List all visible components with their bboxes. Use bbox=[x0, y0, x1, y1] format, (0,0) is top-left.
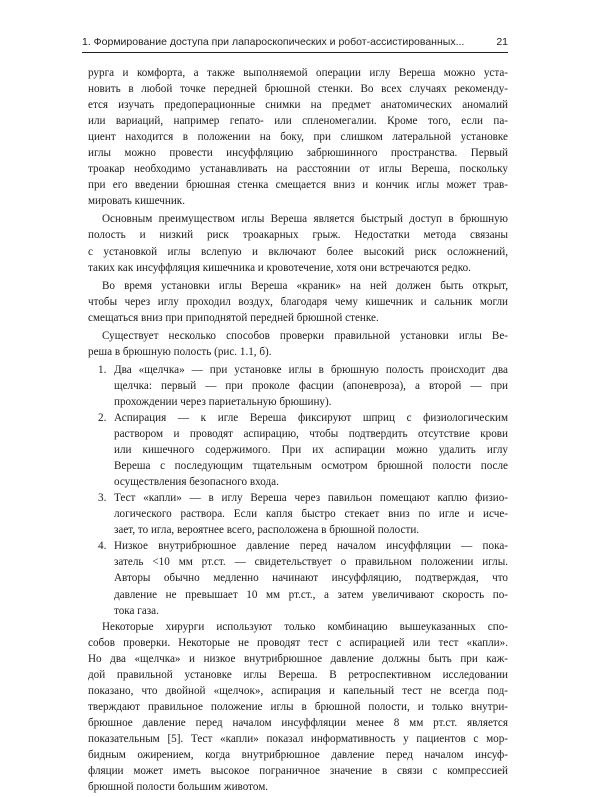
numbered-list bbox=[88, 362, 508, 619]
chapter-title: 1. Формирование доступа при лапароскопических и робот-ассистированных... bbox=[82, 36, 465, 48]
text-line: дой правильной установке иглы Вереша. В ретроспективном исследовании bbox=[88, 668, 508, 681]
text-line: показательным [5]. Тест «капли» показал информативность у пациентов с мор- bbox=[88, 732, 508, 745]
paragraph bbox=[88, 328, 508, 360]
text-line: Основным преимуществом иглы Вереша является быстрый доступ в брюшную bbox=[102, 213, 508, 226]
list-marker: 1. bbox=[98, 363, 107, 376]
text-line: циент находится в положении на боку, при слишком латеральной установке bbox=[88, 131, 508, 144]
text-line: давление не превышает 10 мм рт.ст., а затем увеличивают скорость по- bbox=[114, 588, 508, 601]
text-line: ется изучать предоперационные снимки на предмет анатомических аномалий bbox=[88, 99, 508, 112]
text-line: Некоторые хирурги используют только комбинацию вышеуказанных спо- bbox=[102, 620, 508, 633]
text-line: логического раствора. Если капля быстро стекает вниз по игле и исче- bbox=[114, 508, 508, 521]
text-line: чтобы через иглу проходил воздух, благодаря чему кишечник и сальник могли bbox=[88, 295, 508, 308]
text-line: новить в любой точке передней брюшной стенки. Во всех случаях рекоменду- bbox=[88, 83, 508, 96]
text-line: показано, что двойной «щелчок», аспирация и капельный тест не всегда под- bbox=[88, 684, 508, 697]
text-line: Авторы обычно медленно начинают инсуффляцию, подтверждая, что bbox=[114, 572, 508, 585]
list-item bbox=[88, 490, 508, 538]
text-line: Вереша с последующим тщательным осмотром брюшной полости после bbox=[114, 460, 508, 473]
text-line: мировать кишечник. bbox=[88, 195, 186, 208]
text-line: Низкое внутрибрюшное давление перед началом инсуффляции — пока- bbox=[114, 540, 508, 553]
text-line: при его введении брюшная стенка смещается вниз и кончик иглы может трав- bbox=[88, 179, 508, 192]
list-marker: 4. bbox=[98, 540, 107, 553]
page-number: 21 bbox=[496, 36, 508, 48]
text-line: Два «щелчка» — при установке иглы в брюшную полость происходит два bbox=[114, 363, 508, 376]
text-line: прохождении через париетальную брюшину). bbox=[114, 395, 332, 408]
text-line: смещаться вниз при приподнятой передней брюшной стенке. bbox=[88, 311, 379, 324]
text-line: бидным ожирением, когда внутрибрюшное давление перед началом инсуф- bbox=[88, 748, 508, 761]
paragraph bbox=[88, 65, 508, 209]
text-line: осуществления безопасного входа. bbox=[114, 476, 279, 489]
text-line: щелчка: первый — при проколе фасции (апоневроза), а второй — при bbox=[114, 379, 508, 392]
text-line: рурга и комфорта, а также выполняемой операции иглу Вереша можно уста- bbox=[88, 67, 508, 79]
text-line: таких как инсуффляция кишечника и кровотечение, хотя они встречаются редко. bbox=[88, 261, 471, 274]
text-line: или кишечного содержимого. При их аспирации можно удалить иглу bbox=[114, 444, 508, 457]
text-line: Во время установки иглы Вереша «краник» на ней должен быть открыт, bbox=[102, 279, 508, 292]
paragraph bbox=[88, 278, 508, 326]
text-line: с установкой иглы вслепую и включают более высокий риск осложнений, bbox=[88, 245, 508, 258]
paragraph bbox=[88, 619, 508, 796]
text-line: Существует несколько способов проверки правильной установки иглы Ве- bbox=[102, 329, 508, 342]
text-line: собов проверки. Некоторые не проводят тест с аспирацией или тест «капли». bbox=[88, 636, 508, 649]
text-line: затель <10 мм рт.ст. — свидетельствует о правильном положении иглы. bbox=[114, 556, 508, 569]
text-line: Тест «капли» — в иглу Вереша через павильон помещают каплю физио- bbox=[114, 492, 508, 505]
paragraph bbox=[88, 211, 508, 275]
text-line: тока газа. bbox=[114, 604, 159, 617]
list-marker: 3. bbox=[98, 492, 107, 505]
list-item bbox=[88, 538, 508, 618]
text-line: зает, то игла, вероятнее всего, расположена в брюшной полости. bbox=[114, 524, 420, 537]
text-line: брюшной полости большим животом. bbox=[88, 781, 269, 794]
text-line: или вариаций, например гепато- или спленомегалии. Кроме того, если па- bbox=[88, 115, 508, 128]
list-item bbox=[88, 362, 508, 410]
list-marker: 2. bbox=[98, 411, 107, 424]
text-line: фляции может иметь высокое пограничное значение в связи с компрессией bbox=[88, 765, 508, 778]
text-line: полость и низкий риск троакарных грыж. Недостатки метода связаны bbox=[88, 229, 508, 242]
page-body bbox=[88, 65, 508, 797]
list-item bbox=[88, 410, 508, 490]
text-line: Аспирация — к игле Вереша фиксируют шприц с физиологическим bbox=[114, 411, 508, 424]
text-line: троакар необходимо устанавливать на расстоянии от иглы Вереша, поскольку bbox=[88, 163, 508, 176]
running-header bbox=[82, 34, 508, 53]
text-line: иглы можно провести инсуффляцию забрюшинного пространства. Первый bbox=[88, 147, 508, 160]
text-line: брюшное давление перед началом инсуффляции менее 8 мм рт.ст. является bbox=[88, 716, 508, 729]
text-line: реша в брюшную полость (рис. 1.1, б). bbox=[88, 345, 272, 358]
text-line: тверждают правильное положение иглы в брюшной полости, и только внутри- bbox=[88, 700, 508, 713]
text-line: раствором и проводят аспирацию, чтобы подтвердить отсутствие крови bbox=[114, 428, 508, 441]
text-line: Но два «щелчка» и низкое внутрибрюшное давление должны быть при каж- bbox=[88, 652, 508, 665]
